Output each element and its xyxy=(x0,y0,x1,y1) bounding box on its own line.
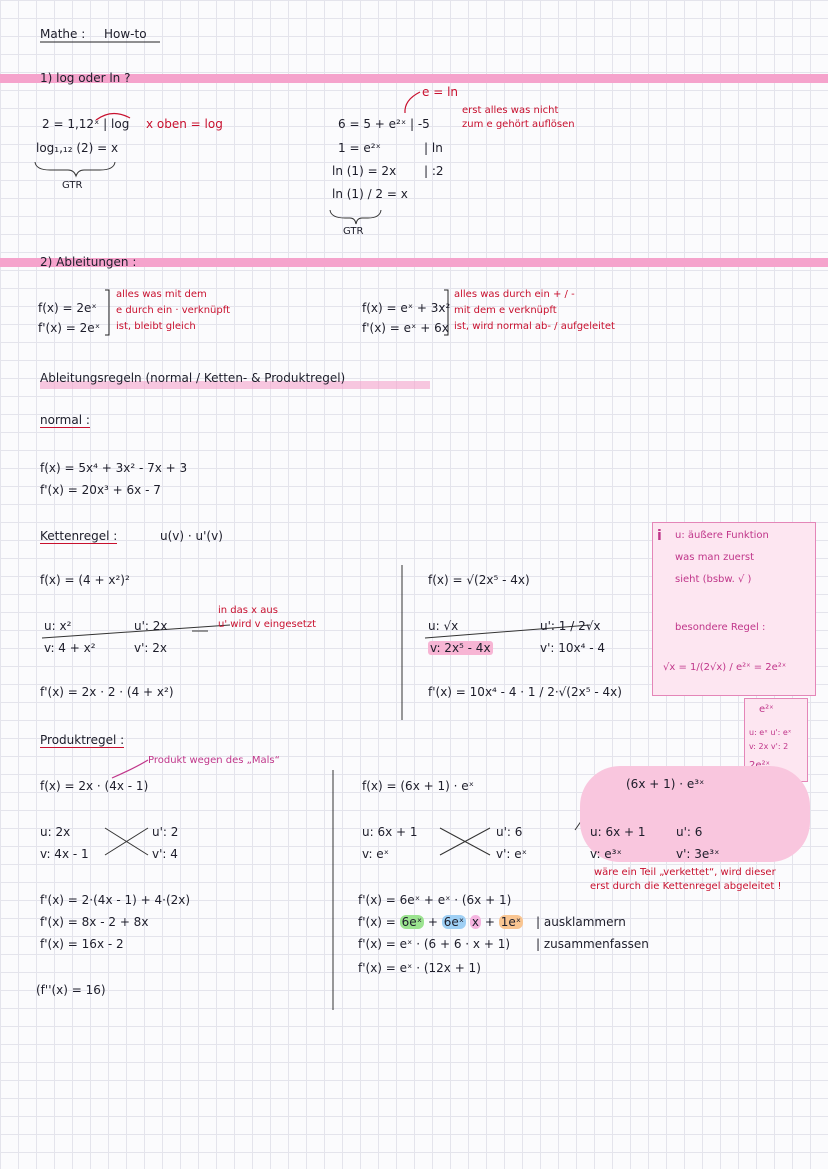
info-line1: u: äußere Funktion xyxy=(675,530,769,541)
deriv-left-fp: f'(x) = 2eˣ xyxy=(38,321,101,335)
deriv-right-note3: ist, wird normal ab- / aufgeleitet xyxy=(454,321,615,332)
cloud-vp: v': 3e³ˣ xyxy=(676,847,720,861)
rules-title: Ableitungsregeln (normal / Ketten- & Produktregel) xyxy=(40,371,346,385)
product-mid-vp: v': eˣ xyxy=(496,847,527,861)
chain-left-up: u': 2x xyxy=(134,619,168,633)
product-mid-fp4: f'(x) = eˣ · (12x + 1) xyxy=(358,961,481,975)
chain-left-vp: v': 2x xyxy=(134,641,167,655)
normal-fp: f'(x) = 20x³ + 6x - 7 xyxy=(40,483,161,497)
log-eq1: 2 = 1,12ˣ | log xyxy=(42,117,130,131)
deriv-left-f: f(x) = 2eˣ xyxy=(38,301,97,315)
e2x-line2: v: 2x v': 2 xyxy=(749,742,789,751)
product-mid-up: u': 6 xyxy=(496,825,523,839)
info-icon: i xyxy=(657,528,662,544)
chain-right-v: v: 2x⁵ - 4x xyxy=(430,641,491,655)
ln-eq3: ln (1) = 2x xyxy=(332,164,397,178)
step-ausklammern: | ausklammern xyxy=(536,915,626,929)
term-6ex-b: 6eˣ xyxy=(443,915,465,929)
log-eq2: log₁,₁₂ (2) = x xyxy=(36,141,119,155)
product-mid-fp3: f'(x) = eˣ · (6 + 6 · x + 1) xyxy=(358,937,511,951)
chain-right-fp: f'(x) = 10x⁴ - 4 · 1 / 2·√(2x⁵ - 4x) xyxy=(428,685,622,699)
step-zusammenfassen: | zusammenfassen xyxy=(536,937,649,951)
chain-left-fp: f'(x) = 2x · 2 · (4 + x²) xyxy=(40,685,174,699)
product-left-fp3: f'(x) = 16x - 2 xyxy=(40,937,124,951)
ln-note-top: e = ln xyxy=(422,85,459,99)
deriv-right-note1: alles was durch ein + / - xyxy=(454,289,575,300)
ln-note1: erst alles was nicht xyxy=(462,105,559,116)
product-left-fpp: (f''(x) = 16) xyxy=(36,983,106,997)
chain-left-u: u: x² xyxy=(44,619,72,633)
product-left-vp: v': 4 xyxy=(152,847,178,861)
cloud-up: u': 6 xyxy=(676,825,703,839)
deriv-left-note1: alles was mit dem xyxy=(116,289,207,300)
log-note: x oben = log xyxy=(146,117,223,131)
cloud-u: u: 6x + 1 xyxy=(590,825,646,839)
ln-step2: | ln xyxy=(424,141,443,155)
product-left-f: f(x) = 2x · (4x - 1) xyxy=(40,779,149,793)
chain-right-u: u: √x xyxy=(428,619,459,633)
chain-right-vp: v': 10x⁴ - 4 xyxy=(540,641,606,655)
deriv-left-note2: e durch ein · verknüpft xyxy=(116,305,230,316)
deriv-right-f: f(x) = eˣ + 3x² xyxy=(362,301,451,315)
term-x: x xyxy=(471,915,479,929)
section2-title: 2) Ableitungen : xyxy=(40,255,137,269)
info-line2: was man zuerst xyxy=(675,552,755,563)
chain-title: Kettenregel : xyxy=(40,529,118,543)
ln-eq2: 1 = e²ˣ xyxy=(338,141,381,155)
cloud-f: (6x + 1) · e³ˣ xyxy=(626,777,705,791)
e2x-line1: u: eˣ u': eˣ xyxy=(749,728,792,737)
chain-right-f: f(x) = √(2x⁵ - 4x) xyxy=(428,573,530,587)
topic-label: How-to xyxy=(104,27,147,41)
product-left-u: u: 2x xyxy=(40,825,71,839)
product-left-fp1: f'(x) = 2·(4x - 1) + 4·(2x) xyxy=(40,893,191,907)
chain-left-v: v: 4 + x² xyxy=(44,641,96,655)
ln-gtr: GTR xyxy=(343,226,364,237)
ln-eq1: 6 = 5 + e²ˣ | -5 xyxy=(338,117,430,131)
product-note: Produkt wegen des „Mals“ xyxy=(148,755,280,766)
ln-step3: | :2 xyxy=(424,164,444,178)
deriv-right-fp: f'(x) = eˣ + 6x xyxy=(362,321,449,335)
normal-title: normal : xyxy=(40,413,90,427)
chain-formula: u(v) · u'(v) xyxy=(160,529,223,543)
product-mid-fp1: f'(x) = 6eˣ + eˣ · (6x + 1) xyxy=(358,893,512,907)
subject-label: Mathe : xyxy=(40,27,86,41)
chain-left-note1: in das x aus xyxy=(218,605,278,616)
info-line3: sieht (bsbw. √ ) xyxy=(675,574,752,585)
chain-left-f: f(x) = (4 + x²)² xyxy=(40,573,130,587)
cloud-v: v: e³ˣ xyxy=(590,847,622,861)
term-1ex: 1eˣ xyxy=(500,915,522,929)
cloud-note2: erst durch die Kettenregel abgeleitet ! xyxy=(590,881,782,892)
product-title: Produktregel : xyxy=(40,733,125,747)
info-formula: √x = 1/(2√x) / e²ˣ = 2e²ˣ xyxy=(663,662,787,673)
section1-title: 1) log oder ln ? xyxy=(40,71,131,85)
product-left-fp2: f'(x) = 8x - 2 + 8x xyxy=(40,915,149,929)
chain-left-note2: u' wird v eingesetzt xyxy=(218,619,317,630)
log-gtr: GTR xyxy=(62,180,83,191)
deriv-left-note3: ist, bleibt gleich xyxy=(116,321,196,332)
product-mid-fp2: f'(x) = 6eˣ + 6eˣ x + 1eˣ xyxy=(358,915,522,929)
product-mid-v: v: eˣ xyxy=(362,847,390,861)
product-left-up: u': 2 xyxy=(152,825,179,839)
term-6ex-a: 6eˣ xyxy=(401,915,423,929)
chain-right-up: u': 1 / 2√x xyxy=(540,619,601,633)
ln-note2: zum e gehört auflösen xyxy=(462,119,575,130)
product-mid-f: f(x) = (6x + 1) · eˣ xyxy=(362,779,474,793)
cloud-note1: wäre ein Teil „verkettet“, wird dieser xyxy=(594,867,776,878)
info-box xyxy=(652,522,816,696)
product-mid-u: u: 6x + 1 xyxy=(362,825,418,839)
e2x-top: e²ˣ xyxy=(759,704,774,715)
deriv-right-note2: mit dem e verknüpft xyxy=(454,305,557,316)
info-special: besondere Regel : xyxy=(675,622,766,633)
product-left-v: v: 4x - 1 xyxy=(40,847,89,861)
ln-eq4: ln (1) / 2 = x xyxy=(332,187,408,201)
normal-f: f(x) = 5x⁴ + 3x² - 7x + 3 xyxy=(40,461,188,475)
